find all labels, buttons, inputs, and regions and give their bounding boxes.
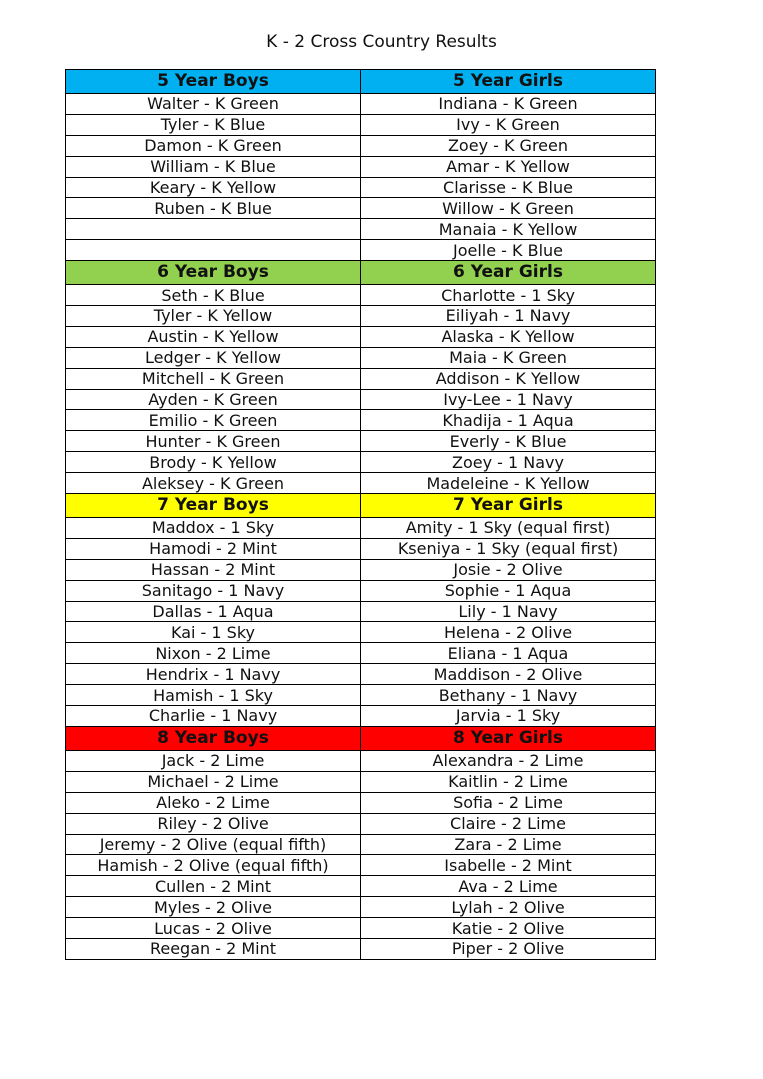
boy-result-cell <box>66 219 361 240</box>
section-header-row <box>66 261 656 285</box>
result-row <box>66 177 656 198</box>
result-row <box>66 622 656 643</box>
girl-result-cell: Alexandra - 2 Lime <box>361 750 656 771</box>
boy-result-cell: Hamish - 2 Olive (equal fifth) <box>66 855 361 876</box>
girl-result-cell: Helena - 2 Olive <box>361 622 656 643</box>
boy-result-cell: Ruben - K Blue <box>66 198 361 219</box>
girl-result-cell: Ava - 2 Lime <box>361 876 656 897</box>
result-row <box>66 685 656 706</box>
girl-result-cell: Zoey - 1 Navy <box>361 452 656 473</box>
girl-result-cell: Kaitlin - 2 Lime <box>361 771 656 792</box>
boys-group-header: 8 Year Boys <box>66 726 361 750</box>
result-row <box>66 792 656 813</box>
result-row <box>66 918 656 939</box>
result-row <box>66 347 656 368</box>
girl-result-cell: Isabelle - 2 Mint <box>361 855 656 876</box>
boy-result-cell: Hamodi - 2 Mint <box>66 538 361 559</box>
result-row <box>66 114 656 135</box>
document-title: K - 2 Cross Country Results <box>266 32 497 52</box>
boy-result-cell: William - K Blue <box>66 156 361 177</box>
girl-result-cell: Charlotte - 1 Sky <box>361 285 656 306</box>
girls-group-header: 8 Year Girls <box>361 726 656 750</box>
boy-result-cell: Cullen - 2 Mint <box>66 876 361 897</box>
result-row <box>66 518 656 539</box>
girl-result-cell: Addison - K Yellow <box>361 368 656 389</box>
boy-result-cell: Austin - K Yellow <box>66 326 361 347</box>
section-header-row <box>66 70 656 94</box>
result-row <box>66 285 656 306</box>
result-row <box>66 219 656 240</box>
girl-result-cell: Josie - 2 Olive <box>361 559 656 580</box>
result-row <box>66 559 656 580</box>
girl-result-cell: Maddison - 2 Olive <box>361 664 656 685</box>
section-header-row <box>66 726 656 750</box>
result-row <box>66 771 656 792</box>
girl-result-cell: Alaska - K Yellow <box>361 326 656 347</box>
result-row <box>66 643 656 664</box>
result-row <box>66 473 656 494</box>
girls-group-header: 6 Year Girls <box>361 261 656 285</box>
boy-result-cell: Michael - 2 Lime <box>66 771 361 792</box>
girl-result-cell: Eiliyah - 1 Navy <box>361 306 656 327</box>
boy-result-cell: Nixon - 2 Lime <box>66 643 361 664</box>
girl-result-cell: Lylah - 2 Olive <box>361 897 656 918</box>
boy-result-cell: Keary - K Yellow <box>66 177 361 198</box>
boys-group-header: 5 Year Boys <box>66 70 361 94</box>
girl-result-cell: Kseniya - 1 Sky (equal first) <box>361 538 656 559</box>
result-row <box>66 431 656 452</box>
girl-result-cell: Claire - 2 Lime <box>361 813 656 834</box>
results-table-body <box>66 70 656 960</box>
girl-result-cell: Amity - 1 Sky (equal first) <box>361 518 656 539</box>
result-row <box>66 389 656 410</box>
result-row <box>66 452 656 473</box>
result-row <box>66 706 656 727</box>
girl-result-cell: Jarvia - 1 Sky <box>361 706 656 727</box>
boy-result-cell: Damon - K Green <box>66 135 361 156</box>
boys-group-header: 7 Year Boys <box>66 494 361 518</box>
result-row <box>66 834 656 855</box>
girl-result-cell: Sophie - 1 Aqua <box>361 580 656 601</box>
boy-result-cell <box>66 240 361 261</box>
boy-result-cell: Aleko - 2 Lime <box>66 792 361 813</box>
boy-result-cell: Jeremy - 2 Olive (equal fifth) <box>66 834 361 855</box>
result-row <box>66 601 656 622</box>
result-row <box>66 876 656 897</box>
boy-result-cell: Myles - 2 Olive <box>66 897 361 918</box>
girl-result-cell: Maia - K Green <box>361 347 656 368</box>
result-row <box>66 240 656 261</box>
result-row <box>66 94 656 115</box>
boy-result-cell: Reegan - 2 Mint <box>66 938 361 959</box>
result-row <box>66 664 656 685</box>
boys-group-header: 6 Year Boys <box>66 261 361 285</box>
boy-result-cell: Brody - K Yellow <box>66 452 361 473</box>
girl-result-cell: Zoey - K Green <box>361 135 656 156</box>
girl-result-cell: Amar - K Yellow <box>361 156 656 177</box>
boy-result-cell: Aleksey - K Green <box>66 473 361 494</box>
girl-result-cell: Katie - 2 Olive <box>361 918 656 939</box>
boy-result-cell: Mitchell - K Green <box>66 368 361 389</box>
boy-result-cell: Lucas - 2 Olive <box>66 918 361 939</box>
boy-result-cell: Seth - K Blue <box>66 285 361 306</box>
result-row <box>66 938 656 959</box>
result-row <box>66 306 656 327</box>
boy-result-cell: Riley - 2 Olive <box>66 813 361 834</box>
girls-group-header: 5 Year Girls <box>361 70 656 94</box>
girl-result-cell: Manaia - K Yellow <box>361 219 656 240</box>
boy-result-cell: Emilio - K Green <box>66 410 361 431</box>
girl-result-cell: Lily - 1 Navy <box>361 601 656 622</box>
boy-result-cell: Hassan - 2 Mint <box>66 559 361 580</box>
girl-result-cell: Madeleine - K Yellow <box>361 473 656 494</box>
girl-result-cell: Indiana - K Green <box>361 94 656 115</box>
boy-result-cell: Tyler - K Blue <box>66 114 361 135</box>
boy-result-cell: Tyler - K Yellow <box>66 306 361 327</box>
boy-result-cell: Kai - 1 Sky <box>66 622 361 643</box>
girl-result-cell: Khadija - 1 Aqua <box>361 410 656 431</box>
boy-result-cell: Maddox - 1 Sky <box>66 518 361 539</box>
boy-result-cell: Dallas - 1 Aqua <box>66 601 361 622</box>
girl-result-cell: Bethany - 1 Navy <box>361 685 656 706</box>
boy-result-cell: Jack - 2 Lime <box>66 750 361 771</box>
girl-result-cell: Willow - K Green <box>361 198 656 219</box>
girl-result-cell: Zara - 2 Lime <box>361 834 656 855</box>
boy-result-cell: Hunter - K Green <box>66 431 361 452</box>
girl-result-cell: Eliana - 1 Aqua <box>361 643 656 664</box>
boy-result-cell: Walter - K Green <box>66 94 361 115</box>
result-row <box>66 135 656 156</box>
boy-result-cell: Hamish - 1 Sky <box>66 685 361 706</box>
result-row <box>66 156 656 177</box>
girl-result-cell: Ivy - K Green <box>361 114 656 135</box>
boy-result-cell: Sanitago - 1 Navy <box>66 580 361 601</box>
girl-result-cell: Joelle - K Blue <box>361 240 656 261</box>
result-row <box>66 580 656 601</box>
girls-group-header: 7 Year Girls <box>361 494 656 518</box>
boy-result-cell: Hendrix - 1 Navy <box>66 664 361 685</box>
result-row <box>66 813 656 834</box>
result-row <box>66 326 656 347</box>
result-row <box>66 538 656 559</box>
boy-result-cell: Ayden - K Green <box>66 389 361 410</box>
girl-result-cell: Sofia - 2 Lime <box>361 792 656 813</box>
girl-result-cell: Everly - K Blue <box>361 431 656 452</box>
boy-result-cell: Ledger - K Yellow <box>66 347 361 368</box>
girl-result-cell: Piper - 2 Olive <box>361 938 656 959</box>
result-row <box>66 897 656 918</box>
result-row <box>66 750 656 771</box>
boy-result-cell: Charlie - 1 Navy <box>66 706 361 727</box>
result-row <box>66 198 656 219</box>
result-row <box>66 410 656 431</box>
girl-result-cell: Clarisse - K Blue <box>361 177 656 198</box>
section-header-row <box>66 494 656 518</box>
result-row <box>66 855 656 876</box>
results-table <box>65 69 656 960</box>
result-row <box>66 368 656 389</box>
girl-result-cell: Ivy-Lee - 1 Navy <box>361 389 656 410</box>
